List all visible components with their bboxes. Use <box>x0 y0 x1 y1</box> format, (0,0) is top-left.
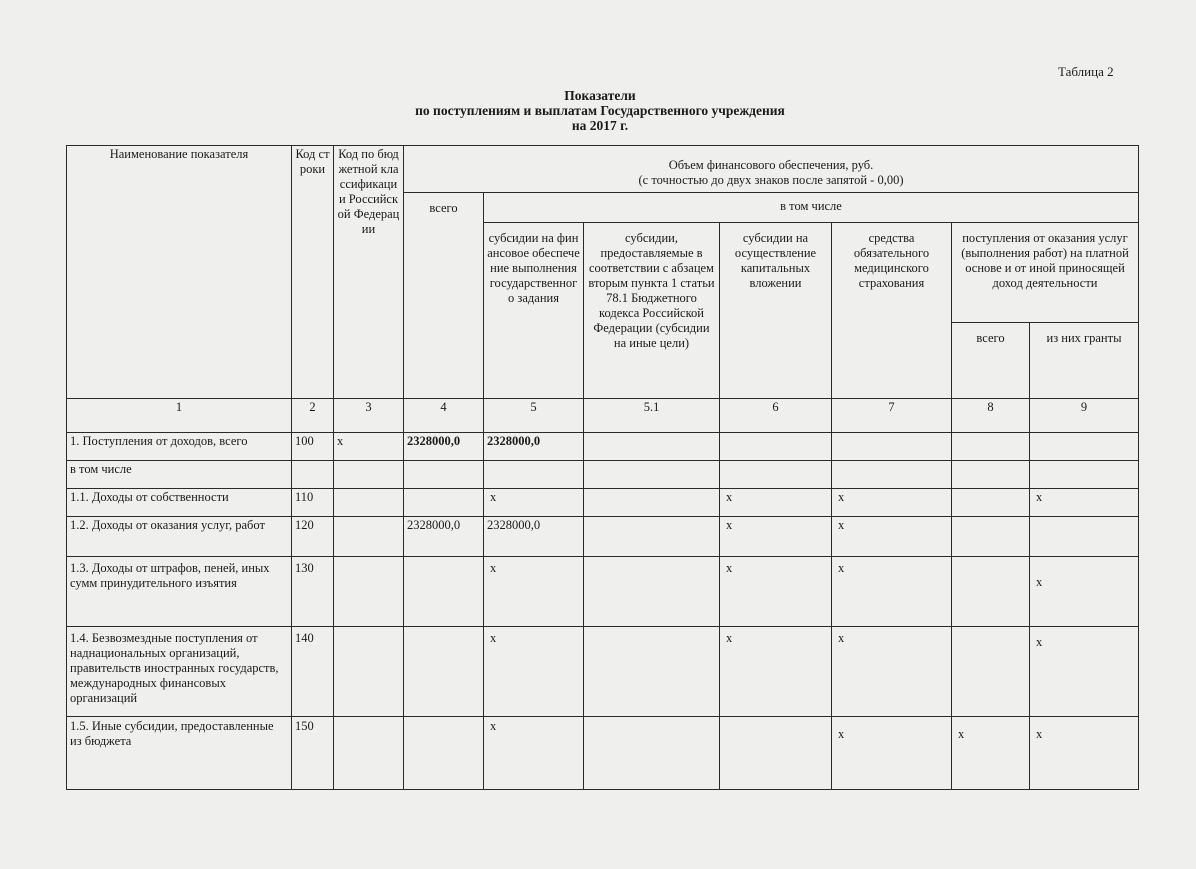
row-col8 <box>952 557 1030 627</box>
row-col9 <box>1030 461 1139 489</box>
row-col7: x <box>832 557 952 627</box>
header-paid-total: всего <box>952 323 1030 399</box>
row-col9: x <box>1030 627 1139 717</box>
col-num: 6 <box>720 399 832 433</box>
row-col6: x <box>720 489 832 517</box>
header-volume <box>404 146 1139 193</box>
row-name: 1.4. Безвозмездные поступления от наднациональных организаций, правительств иностранных государств, международных финансовых организаций <box>67 627 292 717</box>
col-num: 5.1 <box>584 399 720 433</box>
title-line-2: по поступлениям и выплатам Государственного учреждения <box>415 103 785 118</box>
row-col8 <box>952 627 1030 717</box>
table-row <box>67 557 1139 627</box>
document-title <box>330 88 870 133</box>
row-total <box>404 489 484 517</box>
row-code: 130 <box>292 557 334 627</box>
header-including: в том числе <box>484 193 1139 223</box>
table-row <box>67 489 1139 517</box>
row-col5: 2328000,0 <box>484 433 584 461</box>
row-col6: x <box>720 627 832 717</box>
col-num: 4 <box>404 399 484 433</box>
row-total <box>404 557 484 627</box>
row-kbk <box>334 489 404 517</box>
header-volume-note: (с точностью до двух знаков после запятой - 0,00) <box>638 173 904 187</box>
row-code: 100 <box>292 433 334 461</box>
row-name: 1.2. Доходы от оказания услуг, работ <box>67 517 292 557</box>
header-name: Наименование показателя <box>67 146 292 399</box>
row-col5-1 <box>584 517 720 557</box>
row-col5: 2328000,0 <box>484 517 584 557</box>
col-num: 2 <box>292 399 334 433</box>
row-name: 1.1. Доходы от собственности <box>67 489 292 517</box>
row-col5: x <box>484 489 584 517</box>
header-paid-grants: из них гранты <box>1030 323 1139 399</box>
row-col5: x <box>484 627 584 717</box>
col-num: 9 <box>1030 399 1139 433</box>
row-code: 140 <box>292 627 334 717</box>
table-row <box>67 627 1139 717</box>
row-kbk <box>334 717 404 790</box>
row-col5-1 <box>584 627 720 717</box>
title-line-3: на 2017 г. <box>571 118 629 133</box>
header-subsidies-state-task: субсидии на финансовое обеспечение выполнения государственного задания <box>484 223 584 399</box>
row-name: 1.5. Иные субсидии, предоставленные из бюджета <box>67 717 292 790</box>
row-col8 <box>952 489 1030 517</box>
header-paid-services: поступления от оказания услуг (выполнения работ) на платной основе и от иной приносящей доход деятельности <box>952 223 1139 323</box>
row-total <box>404 717 484 790</box>
row-total <box>404 627 484 717</box>
table-row <box>67 517 1139 557</box>
row-col7: x <box>832 489 952 517</box>
header-subsidies-capital: субсидии на осуществление капитальных вложении <box>720 223 832 399</box>
col-num: 1 <box>67 399 292 433</box>
row-col5-1 <box>584 717 720 790</box>
row-col9: x <box>1030 717 1139 790</box>
header-row-code: Код строки <box>292 146 334 399</box>
col-num: 5 <box>484 399 584 433</box>
table-row <box>67 461 1139 489</box>
row-col5: x <box>484 557 584 627</box>
row-col6: x <box>720 557 832 627</box>
row-name: в том числе <box>67 461 292 489</box>
table-row <box>67 717 1139 790</box>
col-num: 3 <box>334 399 404 433</box>
row-col8 <box>952 461 1030 489</box>
row-col5-1 <box>584 557 720 627</box>
header-budget-code: Код по бюджетной классификации Российской Федерации <box>334 146 404 399</box>
row-total: 2328000,0 <box>404 517 484 557</box>
header-subsidies-other: субсидии, предоставляемые в соответствии с абзацем вторым пункта 1 статьи 78.1 Бюджетного кодекса Российской Федерации (субсидии на иные цели) <box>584 223 720 399</box>
row-col7: x <box>832 517 952 557</box>
row-col8 <box>952 433 1030 461</box>
row-col6 <box>720 433 832 461</box>
row-code: 120 <box>292 517 334 557</box>
row-total: 2328000,0 <box>404 433 484 461</box>
row-kbk <box>334 461 404 489</box>
row-col6: x <box>720 517 832 557</box>
row-code: 110 <box>292 489 334 517</box>
row-col6 <box>720 461 832 489</box>
column-numbers-row <box>67 399 1139 433</box>
row-total <box>404 461 484 489</box>
row-col7 <box>832 461 952 489</box>
table-row <box>67 433 1139 461</box>
row-col6 <box>720 717 832 790</box>
header-total: всего <box>404 193 484 399</box>
row-col9 <box>1030 433 1139 461</box>
row-kbk <box>334 517 404 557</box>
row-col8: x <box>952 717 1030 790</box>
row-col5-1 <box>584 433 720 461</box>
row-col7 <box>832 433 952 461</box>
col-num: 7 <box>832 399 952 433</box>
row-col8 <box>952 517 1030 557</box>
row-col9 <box>1030 517 1139 557</box>
row-kbk <box>334 557 404 627</box>
row-col5 <box>484 461 584 489</box>
row-code <box>292 461 334 489</box>
row-col5-1 <box>584 461 720 489</box>
row-col7: x <box>832 627 952 717</box>
row-col5: x <box>484 717 584 790</box>
row-code: 150 <box>292 717 334 790</box>
header-oms: средства обязательного медицинского страхования <box>832 223 952 399</box>
table-number-label: Таблица 2 <box>1058 64 1114 79</box>
indicators-table <box>66 145 1139 790</box>
row-kbk: x <box>334 433 404 461</box>
row-col5-1 <box>584 489 720 517</box>
row-col9: x <box>1030 489 1139 517</box>
col-num: 8 <box>952 399 1030 433</box>
row-kbk <box>334 627 404 717</box>
row-col7: x <box>832 717 952 790</box>
title-line-1: Показатели <box>564 88 636 103</box>
row-name: 1.3. Доходы от штрафов, пеней, иных сумм принудительного изъятия <box>67 557 292 627</box>
header-volume-title: Объем финансового обеспечения, руб. <box>668 158 874 172</box>
row-name: 1. Поступления от доходов, всего <box>67 433 292 461</box>
row-col9: x <box>1030 557 1139 627</box>
